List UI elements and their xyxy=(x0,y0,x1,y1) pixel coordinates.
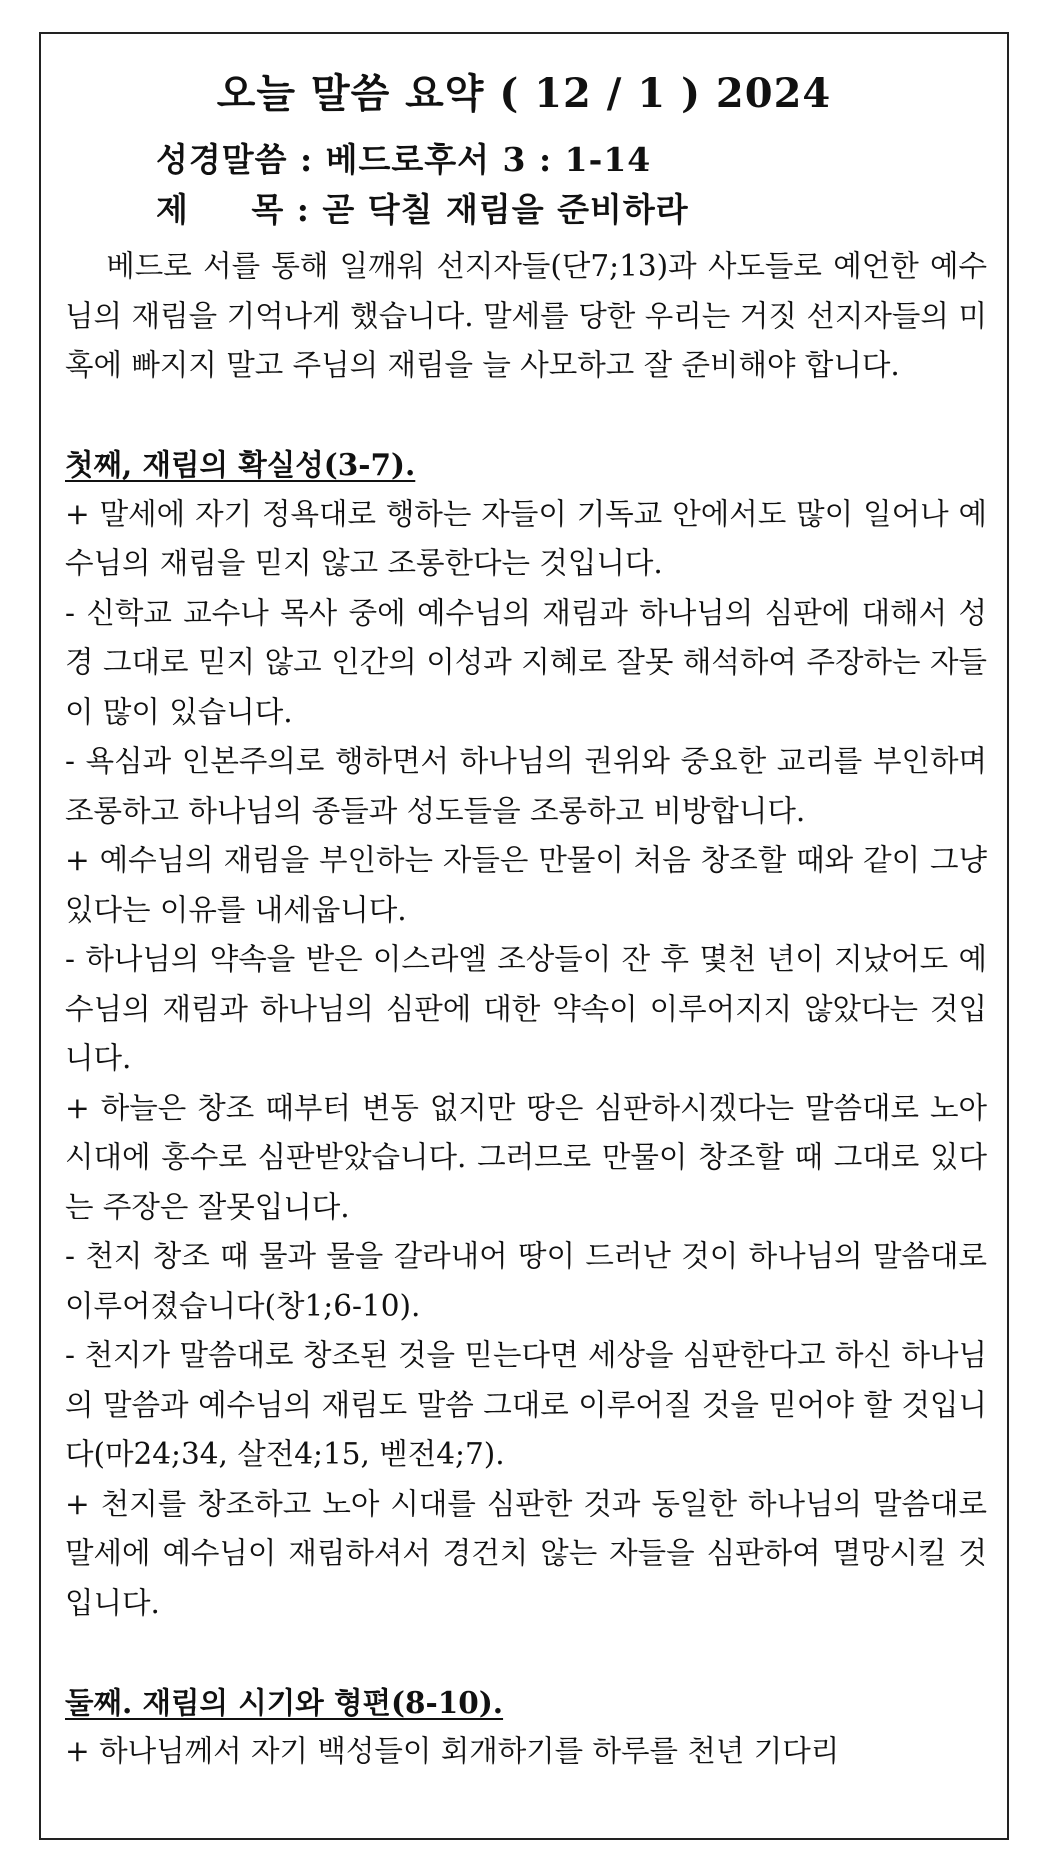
point: + 천지를 창조하고 노아 시대를 심판한 것과 동일한 하나님의 말씀대로 말세에 예수님이 재림하셔서 경건치 않는 자들을 심판하여 멸망시킬 것입니다. xyxy=(65,1486,987,1620)
sermon-summary-frame xyxy=(39,32,1009,1840)
intro-paragraph: 베드로 서를 통해 일깨워 선지자들(단7;13)과 사도들로 예언한 예수님의 재림을 기억나게 했습니다. 말세를 당한 우리는 거짓 선지자들의 미혹에 빠지지 말고 주님의 재림을 늘 사모하고 잘 준비해야 합니다. xyxy=(65,249,987,382)
point: + 예수님의 재림을 부인하는 자들은 만물이 처음 창조할 때와 같이 그냥 있다는 이유를 내세웁니다. xyxy=(65,843,987,927)
spacer xyxy=(65,391,987,441)
point: + 말세에 자기 정욕대로 행하는 자들이 기독교 안에서도 많이 일어나 예수님의 재림을 믿지 않고 조롱한다는 것입니다. xyxy=(65,496,987,580)
spacer xyxy=(65,1628,987,1678)
scripture-reference: 성경말씀 : 베드로후서 3 : 1-14 xyxy=(156,140,652,179)
point: - 천지가 말씀대로 창조된 것을 믿는다면 세상을 심판한다고 하신 하나님의 말씀과 예수님의 재림도 말씀 그대로 이루어질 것을 믿어야 할 것입니다(마24;34, 살전4;15, 벧전4;7). xyxy=(65,1338,987,1471)
point: - 하나님의 약속을 받은 이스라엘 조상들이 잔 후 몇천 년이 지났어도 예수님의 재림과 하나님의 심판에 대한 약속이 이루어지지 않았다는 것입니다. xyxy=(65,942,987,1075)
point: + 하늘은 창조 때부터 변동 없지만 땅은 심판하시겠다는 말씀대로 노아 시대에 홍수로 심판받았습니다. 그러므로 만물이 창조할 때 그대로 있다는 주장은 잘못입니다. xyxy=(65,1090,987,1224)
point: - 욕심과 인본주의로 행하면서 하나님의 권위와 중요한 교리를 부인하며 조롱하고 하나님의 종들과 성도들을 조롱하고 비방합니다. xyxy=(65,744,987,828)
point: - 신학교 교수나 목사 중에 예수님의 재림과 하나님의 심판에 대해서 성경 그대로 믿지 않고 인간의 이성과 지혜로 잘못 해석하여 주장하는 자들이 많이 있습니다. xyxy=(65,595,987,729)
page-title: 오늘 말씀 요약 ( 12 / 1 ) 2024 xyxy=(216,70,832,117)
point: + 하나님께서 자기 백성들이 회개하기를 하루를 천년 기다리 xyxy=(65,1734,840,1768)
point: - 천지 창조 때 물과 물을 갈라내어 땅이 드러난 것이 하나님의 말씀대로 이루어졌습니다(창1;6-10). xyxy=(65,1239,987,1323)
section-heading-2: 둘째. 재림의 시기와 형편(8-10). xyxy=(65,1684,504,1720)
sermon-body xyxy=(65,242,987,1777)
sermon-subject: 제 목 : 곧 닥칠 재림을 준비하라 xyxy=(156,190,689,229)
section-heading-1: 첫째, 재림의 확실성(3-7). xyxy=(65,447,416,482)
